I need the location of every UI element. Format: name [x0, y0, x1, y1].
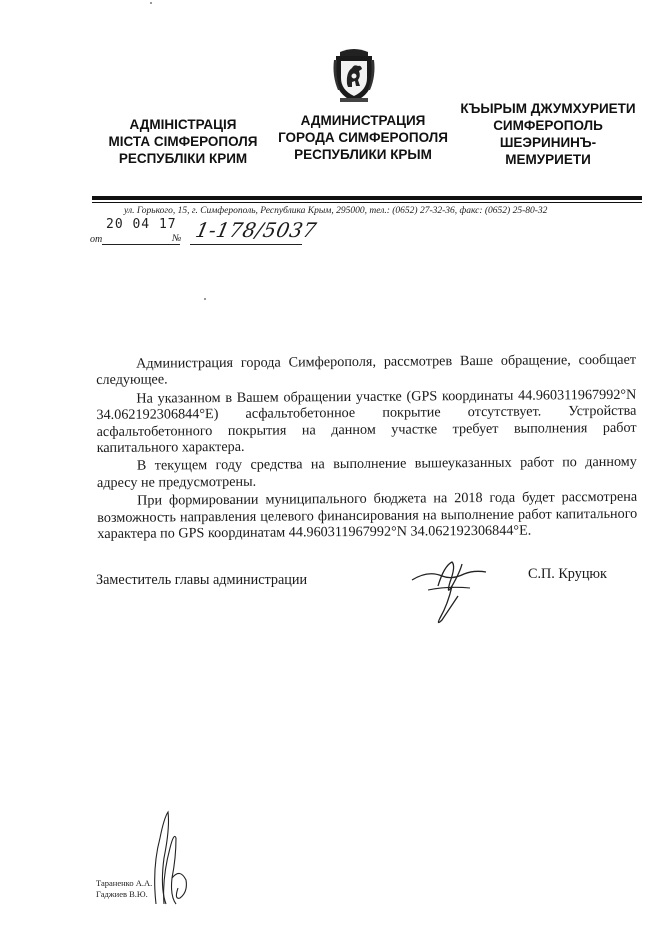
header-right-line1: КЪЫРЫМ ДЖУМХУРИЕТИ — [460, 101, 636, 116]
header-divider-thick — [92, 196, 642, 200]
header-russian — [268, 112, 458, 163]
ref-number-underline — [190, 244, 302, 245]
signatory-title: Заместитель главы администрации — [96, 572, 308, 588]
performers-block — [96, 878, 152, 900]
scan-speck — [204, 298, 206, 300]
ref-date-underline — [102, 244, 180, 245]
address-line: ул. Горького, 15, г. Симферополь, Республика Крым, 295000, тел.: (0652) 27-32-36, факс: (0652) 25-80-32 — [124, 206, 548, 216]
signatory-name: С.П. Круцюк — [528, 566, 607, 582]
header-crimean-tatar — [458, 100, 638, 168]
ref-number-label: № — [172, 233, 182, 244]
scan-speck — [150, 2, 152, 4]
crimea-coat-of-arms-icon — [330, 46, 378, 104]
performer-1: Тараненко А.А. — [96, 878, 153, 888]
header-right-line4: МЕМУРИЕТИ — [505, 152, 591, 167]
header-middle-line1: АДМИНИСТРАЦИЯ — [300, 113, 426, 128]
header-left-line1: АДМІНІСТРАЦІЯ — [129, 117, 237, 132]
performer-signature-icon — [150, 808, 192, 908]
ref-number-handwritten: 1-178/5037 — [193, 218, 319, 242]
ref-from-label: от — [90, 234, 103, 245]
letter-body — [96, 352, 637, 545]
body-paragraph-3: В текущем году средства на выполнение вышеуказанных работ по данному адресу не предусмотрены. — [96, 454, 637, 491]
header-right-line3: ШЕЭРИНИНЪ- — [499, 135, 597, 150]
header-middle-line3: РЕСПУБЛИКИ КРЫМ — [294, 147, 432, 162]
body-paragraph-4: При формировании муниципального бюджета на 2018 года будет рассмотрена возможность направления целевого финансирования на выполнение работ капитального характера по GPS координатам 44.960311967992°N 34.062192306844°E. — [97, 489, 638, 543]
header-right-line2: СИМФЕРОПОЛЬ — [493, 118, 603, 133]
reference-line — [90, 216, 390, 246]
body-paragraph-1: Администрация города Симферополя, рассмотрев Ваше обращение, сообщает следующее. — [96, 351, 637, 389]
body-paragraph-2: На указанном в Вашем обращении участке (GPS координаты 44.960311967992°N 34.062192306844°E) асфальтобетонное покрытие отсутствует. Устройства асфальтобетонного покрытия на данном участке требует выполнения работ капитального характера. — [96, 386, 637, 457]
header-left-line2: МІСТА СІМФЕРОПОЛЯ — [108, 134, 258, 149]
handwritten-signature-icon — [408, 556, 490, 628]
header-divider-thin — [92, 202, 642, 203]
header-middle-line2: ГОРОДА СИМФЕРОПОЛЯ — [278, 130, 448, 145]
ref-date-stamp: 20 04 17 — [106, 217, 177, 232]
header-ukrainian — [88, 116, 278, 167]
header-left-line3: РЕСПУБЛІКИ КРИМ — [118, 151, 248, 166]
performer-2: Гаджиев В.Ю. — [96, 889, 148, 899]
